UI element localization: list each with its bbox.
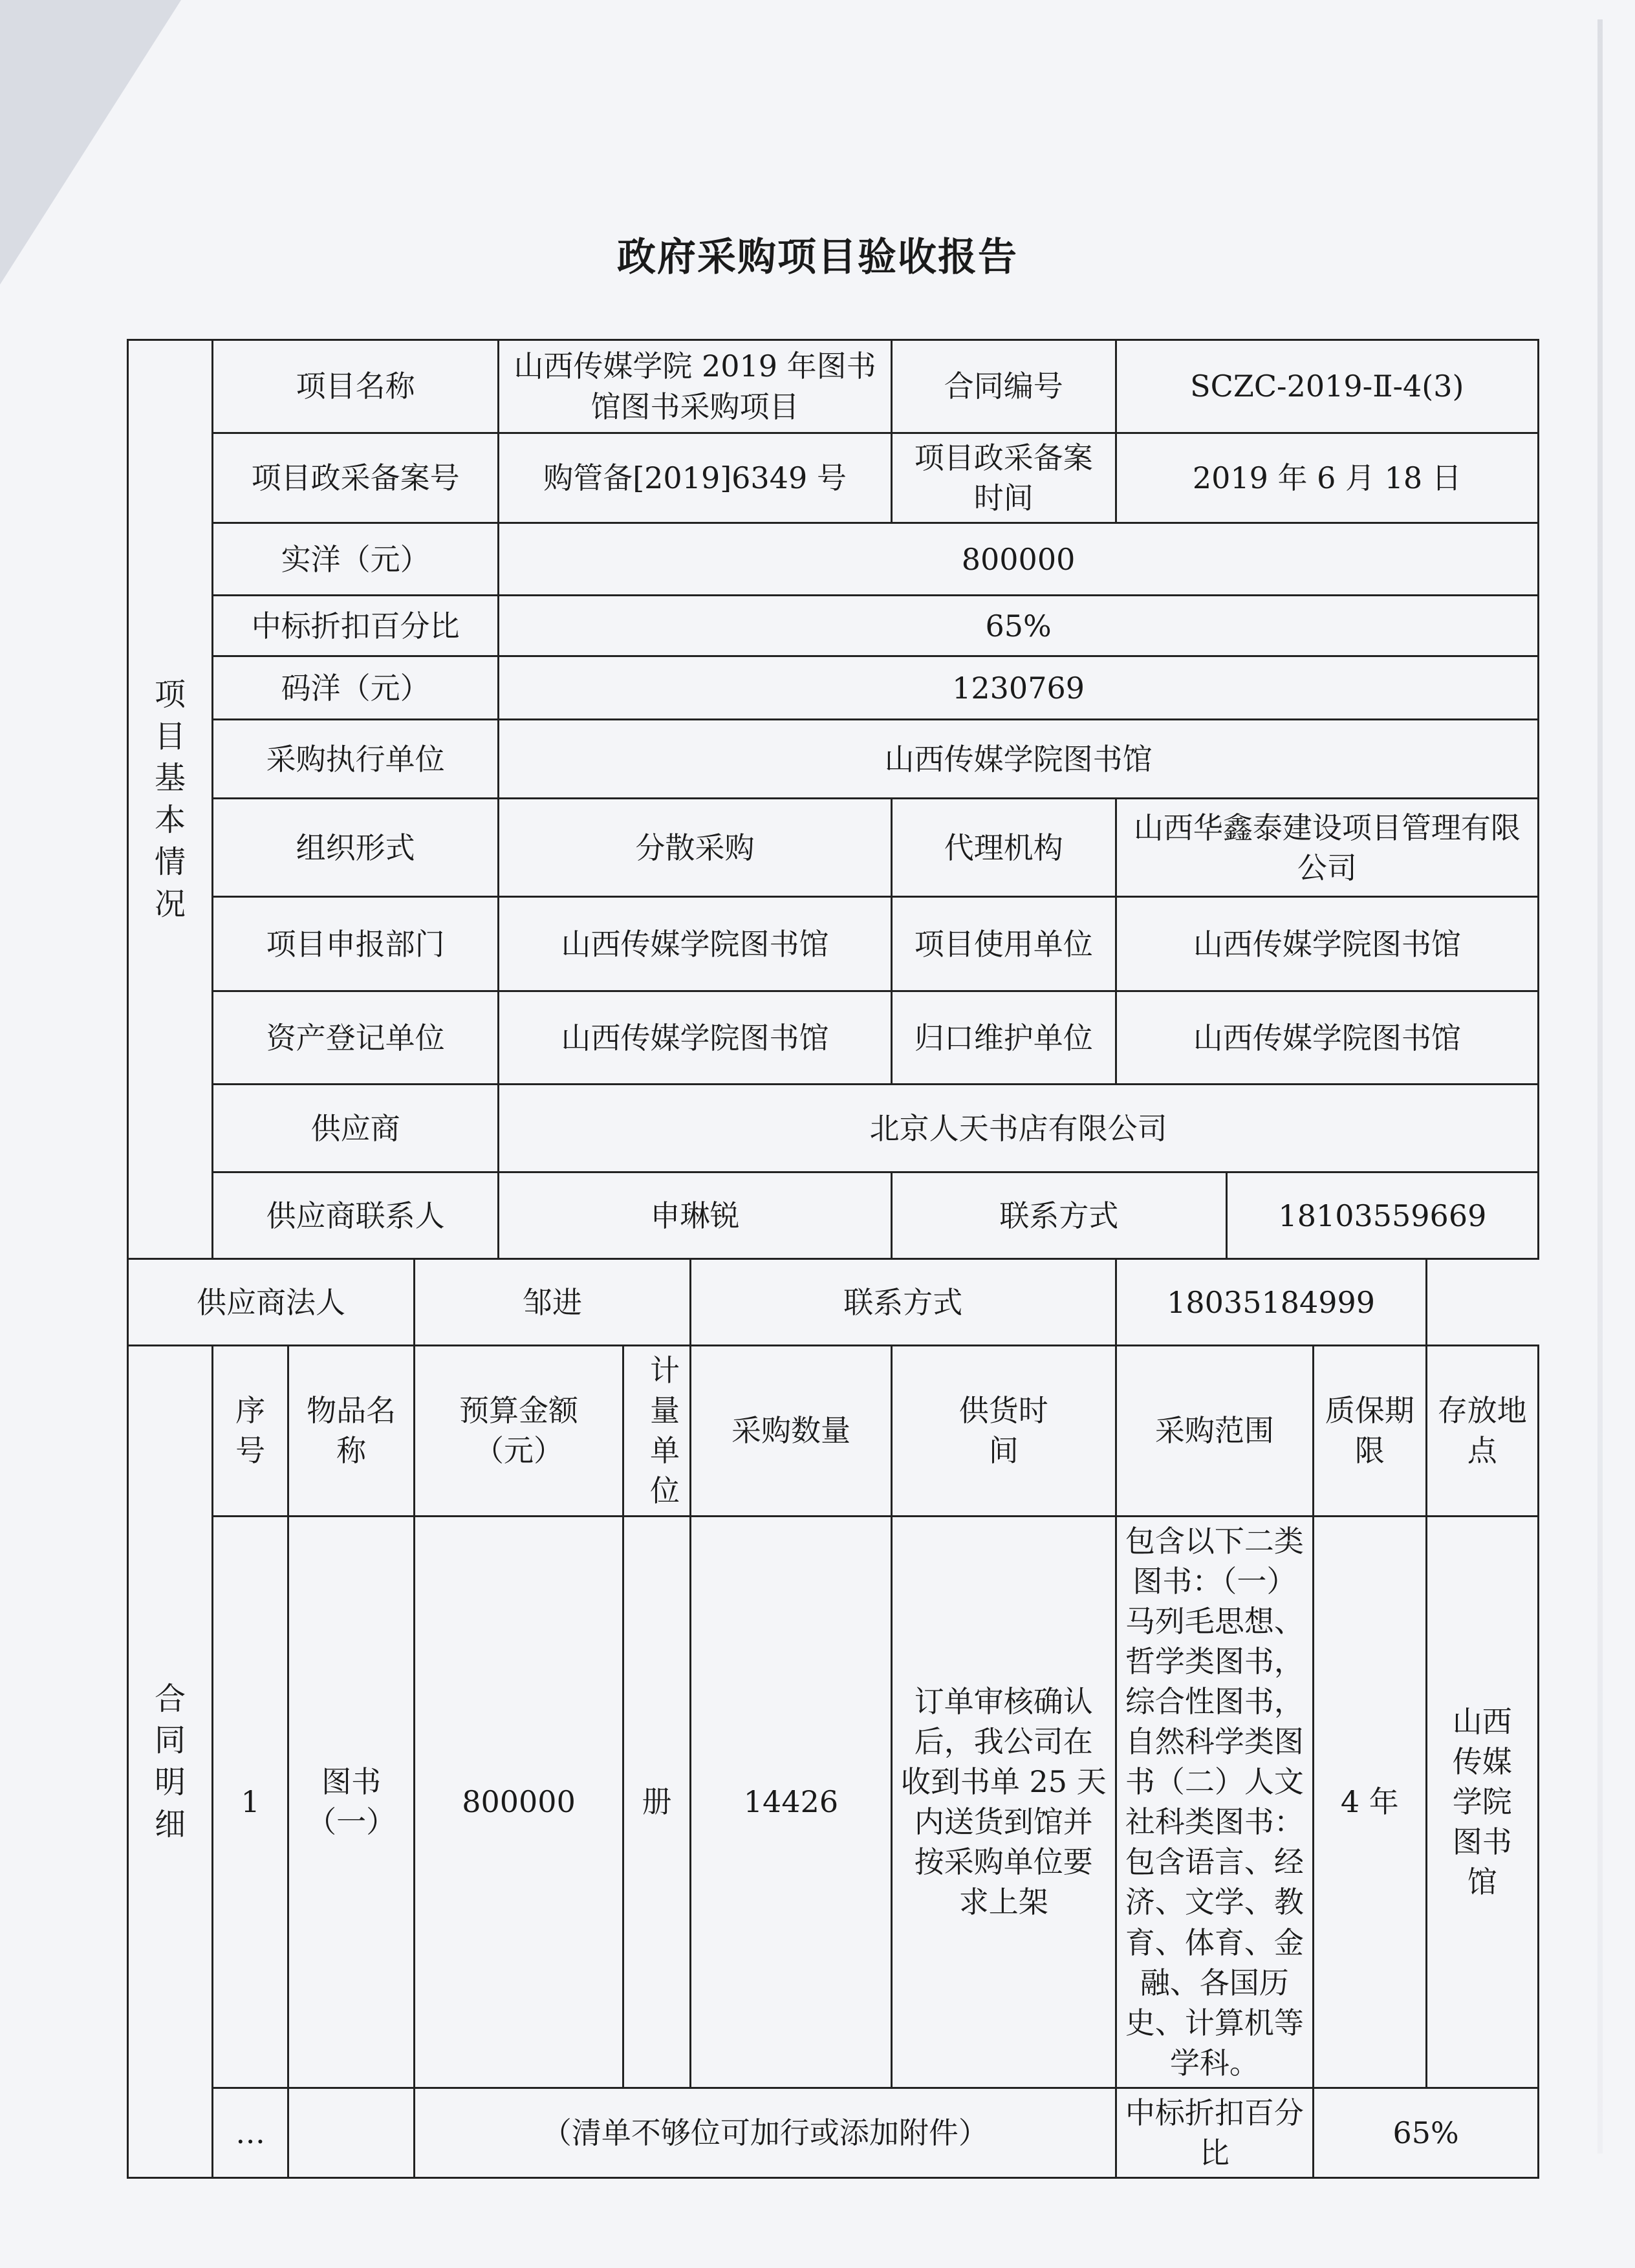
filing-no-label: 项目政采备案号 <box>213 433 499 523</box>
maint-unit-value: 山西传媒学院图书馆 <box>1116 991 1538 1085</box>
acceptance-report-table <box>127 339 1539 2179</box>
footer-discount-label: 中标折扣百分比 <box>1116 2088 1314 2177</box>
discount-value: 65% <box>499 596 1539 656</box>
contact-phone-value: 18103559669 <box>1226 1172 1538 1259</box>
project-name-value: 山西传媒学院 2019 年图书馆图书采购项目 <box>499 340 892 433</box>
header-warranty: 质保期限 <box>1314 1346 1426 1516</box>
table-row-no: 1 <box>213 1516 288 2088</box>
legal-phone-value: 18035184999 <box>1116 1259 1426 1346</box>
header-item: 物品名称 <box>288 1346 415 1516</box>
use-unit-label: 项目使用单位 <box>891 897 1116 991</box>
asset-unit-label: 资产登记单位 <box>213 991 499 1085</box>
legal-value: 邹进 <box>415 1259 691 1346</box>
use-unit-value: 山西传媒学院图书馆 <box>1116 897 1538 991</box>
table-row-location: 山西传媒学院图书馆 <box>1426 1516 1538 2088</box>
table-row-unit: 册 <box>623 1516 690 2088</box>
table-row-item: 图书（一） <box>288 1516 415 2088</box>
apply-dept-value: 山西传媒学院图书馆 <box>499 897 892 991</box>
contact-label: 供应商联系人 <box>213 1172 499 1259</box>
footer-ellipsis: … <box>213 2088 288 2177</box>
supplier-label: 供应商 <box>213 1085 499 1172</box>
list-price-label: 码洋（元） <box>213 656 499 720</box>
org-form-label: 组织形式 <box>213 799 499 897</box>
header-budget: 预算金额（元） <box>415 1346 623 1516</box>
actual-price-label: 实洋（元） <box>213 523 499 596</box>
table-row-budget: 800000 <box>415 1516 623 2088</box>
table-row-delivery: 订单审核确认后，我公司在收到书单 25 天内送货到馆并按采购单位要求上架 <box>891 1516 1116 2088</box>
agency-value: 山西华鑫泰建设项目管理有限公司 <box>1116 799 1538 897</box>
actual-price-value: 800000 <box>499 523 1539 596</box>
header-delivery: 供货时间 <box>891 1346 1116 1516</box>
maint-unit-label: 归口维护单位 <box>891 991 1116 1085</box>
filing-time-value: 2019 年 6 月 18 日 <box>1116 433 1538 523</box>
footer-empty <box>288 2088 415 2177</box>
contract-no-value: SCZC-2019-Ⅱ-4(3) <box>1116 340 1538 433</box>
footer-discount-value: 65% <box>1314 2088 1539 2177</box>
header-location: 存放地点 <box>1426 1346 1538 1516</box>
contract-section-label: 合同明细 <box>128 1346 213 2178</box>
contract-no-label: 合同编号 <box>891 340 1116 433</box>
section-basic-label: 项目基本情况 <box>128 340 213 1259</box>
project-name-label: 项目名称 <box>213 340 499 433</box>
header-scope: 采购范围 <box>1116 1346 1314 1516</box>
exec-unit-value: 山西传媒学院图书馆 <box>499 720 1539 799</box>
filing-time-label: 项目政采备案时间 <box>891 433 1116 523</box>
agency-label: 代理机构 <box>891 799 1116 897</box>
legal-phone-label: 联系方式 <box>690 1259 1116 1346</box>
apply-dept-label: 项目申报部门 <box>213 897 499 991</box>
report-title: 政府采购项目验收报告 <box>617 235 1018 280</box>
discount-label: 中标折扣百分比 <box>213 596 499 656</box>
table-row-warranty: 4 年 <box>1314 1516 1426 2088</box>
contact-value: 申琳锐 <box>499 1172 892 1259</box>
org-form-value: 分散采购 <box>499 799 892 897</box>
filing-no-value: 购管备[2019]6349 号 <box>499 433 892 523</box>
exec-unit-label: 采购执行单位 <box>213 720 499 799</box>
legal-label: 供应商法人 <box>128 1259 415 1346</box>
supplier-value: 北京人天书店有限公司 <box>499 1085 1539 1172</box>
table-row-scope: 包含以下二类图书：（一）马列毛思想、哲学类图书，综合性图书，自然科学类图书（二）人文社科类图书：包含语言、经济、文学、教育、体育、金融、各国历史、计算机等学科。 <box>1116 1516 1314 2088</box>
table-row-qty: 14426 <box>690 1516 891 2088</box>
scan-shadow <box>1597 19 1603 2154</box>
contact-phone-label: 联系方式 <box>891 1172 1226 1259</box>
footer-note: （清单不够位可加行或添加附件） <box>415 2088 1116 2177</box>
header-unit: 计量单位 <box>623 1346 690 1516</box>
asset-unit-value: 山西传媒学院图书馆 <box>499 991 892 1085</box>
header-qty: 采购数量 <box>690 1346 891 1516</box>
list-price-value: 1230769 <box>499 656 1539 720</box>
header-no: 序号 <box>213 1346 288 1516</box>
